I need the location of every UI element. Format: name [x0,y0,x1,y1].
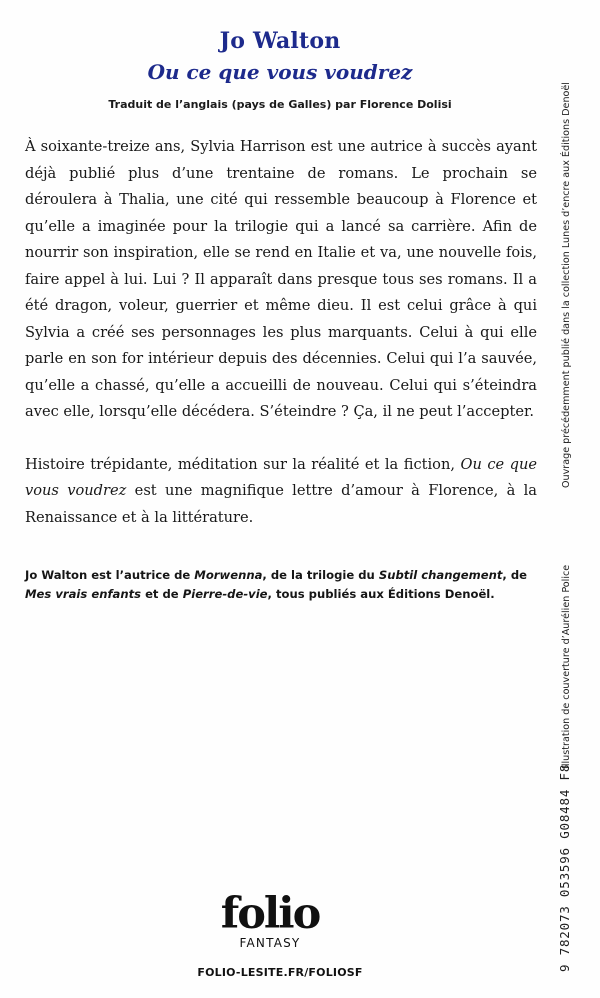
author-bio [25,566,540,604]
book-title: Ou ce que vous voudrez [147,60,413,84]
bio-book-3: Mes vrais enfants [25,587,142,601]
blurb [25,134,537,531]
bio-mid-3: et de [141,587,183,601]
translator-credit: Traduit de l’anglais (pays de Galles) par Florence Dolisi [108,98,452,111]
blurb-paragraph-2-line-1: Histoire trépidante, méditation sur la réalité et la fiction, [25,455,455,473]
author-name: Jo Walton [219,28,341,54]
bio-outro: , tous publiés aux Éditions Denoël. [267,587,495,601]
bio-mid-1: , de la trilogie du [262,568,379,582]
bio-book-1: Morwenna [194,568,263,582]
blurb-paragraph-2-rest: est une magnifique lettre d’amour à Florence, à la Renaissance et à la littérature. [25,482,538,526]
bio-book-2: Subtil changement [378,568,503,582]
bio-intro: Jo Walton est l’autrice de [25,568,195,582]
blurb-paragraph-1: À soixante-treize ans, Sylvia Harrison est une autrice à succès ayant déjà publié plus d’une trentaine de romans. Le prochain se déroulera à Thalia, une cité qui ressemble beaucoup à Florence et qu’elle a imaginée pour la trilogie qui a lancé sa carrière. Afin de nourrir son inspiration, elle se rend en Italie et va, une nouvelle fois, faire appel à lui. Lui ? Il apparaît dans presque tous ses romans. Il a été dragon, voleur, guerrier et même dieu. Il est celui grâce à qui Sylvia a créé ses personnages les plus marquants. Celui à qui elle parle en son for intérieur depuis des décennies. Celui qui l’a sauvée, qu’elle a chassé, qu’elle a accueilli de nouveau. Celui qui s’éteindra avec elle, lorsqu’elle décédera. S’éteindre ? Ça, il ne peut l’accepter. [25,138,537,420]
isbn-code: 9 782073 053596 G08484 F8 [557,763,572,972]
previous-edition-note: Ouvrage précédemment publié dans la collection Lunes d’encre aux Éditions Denoël [561,82,572,488]
illustration-credit: Illustration de couverture d’Aurélien Police [561,564,572,769]
bio-mid-2: , de [502,568,527,582]
folio-fantasy-logo [140,889,400,950]
website-link[interactable]: FOLIO-LESITE.FR/FOLIOSF [197,966,363,979]
logo-word: folio [220,889,320,939]
bio-book-4: Pierre-de-vie [182,587,268,601]
blurb-paragraph-2 [25,452,537,532]
logo-subtitle: FANTASY [239,936,301,950]
blurb-paragraph-2-title: Ou ce que vous voudrez [25,455,537,499]
